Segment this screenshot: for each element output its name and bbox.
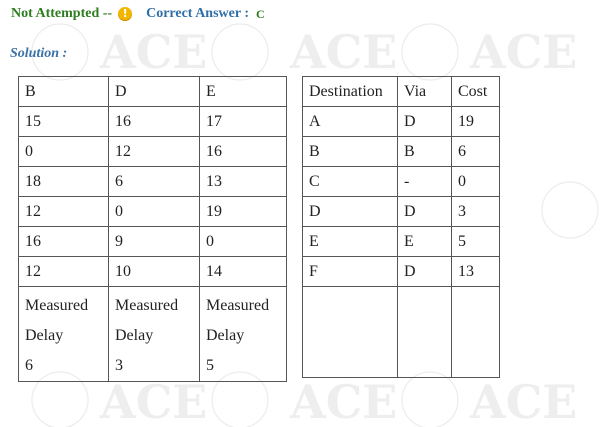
delay-table [18, 76, 287, 382]
table-row [19, 167, 287, 197]
table-cell: D [398, 107, 452, 137]
table-cell: 19 [452, 107, 500, 137]
table-cell: 16 [109, 107, 200, 137]
table-cell: F [303, 257, 398, 287]
table-cell: 0 [109, 197, 200, 227]
table-cell: 14 [200, 257, 287, 287]
table-cell: - [398, 167, 452, 197]
delay-label: Delay [115, 327, 154, 344]
measured-label: Measured [206, 297, 270, 314]
routing-table [302, 76, 500, 378]
solution-heading: Solution : [10, 46, 68, 61]
table-header-row [19, 77, 287, 107]
empty-cell [398, 287, 452, 378]
table-cell: 10 [109, 257, 200, 287]
svg-text:ACE: ACE [100, 375, 208, 427]
correct-answer-value: C [256, 6, 265, 21]
table-row [303, 107, 500, 137]
table-cell: 0 [19, 137, 109, 167]
empty-cell [303, 287, 398, 378]
measured-delay-value: 5 [206, 357, 214, 374]
table-cell: 0 [452, 167, 500, 197]
table-cell: 18 [19, 167, 109, 197]
correct-answer-label: Correct Answer : [146, 6, 249, 21]
table-cell: 12 [19, 197, 109, 227]
svg-text:ACE: ACE [100, 25, 208, 79]
measured-delay-value: 3 [115, 357, 123, 374]
delay-label: Delay [206, 327, 245, 344]
exclamation-icon: ! [118, 7, 132, 21]
table-cell: B [303, 137, 398, 167]
measured-label: Measured [25, 297, 89, 314]
answer-status-line [11, 6, 265, 22]
table-cell: C [303, 167, 398, 197]
svg-text:ACE: ACE [470, 25, 578, 79]
table-cell: D [398, 257, 452, 287]
table-header-cell: E [200, 77, 287, 107]
svg-text:ACE: ACE [290, 25, 398, 79]
table-cell: E [398, 227, 452, 257]
empty-cell [452, 287, 500, 378]
table-row [19, 257, 287, 287]
svg-text:ACE: ACE [470, 375, 578, 427]
table-cell: 15 [19, 107, 109, 137]
table-row [19, 137, 287, 167]
measured-delay-value: 6 [25, 357, 33, 374]
table-cell: A [303, 107, 398, 137]
table-row [303, 197, 500, 227]
table-cell: E [303, 227, 398, 257]
table-cell: 13 [200, 167, 287, 197]
table-cell: 6 [109, 167, 200, 197]
table-header-cell: Destination [303, 77, 398, 107]
table-row [303, 257, 500, 287]
table-cell: 3 [452, 197, 500, 227]
measured-delay-cell [19, 287, 109, 382]
table-row [19, 227, 287, 257]
table-header-cell: B [19, 77, 109, 107]
table-row [303, 227, 500, 257]
table-header-cell: D [109, 77, 200, 107]
table-cell: 12 [19, 257, 109, 287]
table-cell: 6 [452, 137, 500, 167]
table-cell: 16 [200, 137, 287, 167]
table-cell: 17 [200, 107, 287, 137]
measured-label: Measured [115, 297, 179, 314]
table-cell: 12 [109, 137, 200, 167]
attempt-status: Not Attempted -- [11, 6, 113, 21]
measured-delay-cell [200, 287, 287, 382]
measured-delay-cell [109, 287, 200, 382]
table-cell: 0 [200, 227, 287, 257]
svg-text:ACE: ACE [290, 375, 398, 427]
table-cell: 5 [452, 227, 500, 257]
table-header-row [303, 77, 500, 107]
table-cell: D [398, 197, 452, 227]
table-cell: 13 [452, 257, 500, 287]
table-row [303, 167, 500, 197]
table-cell: 19 [200, 197, 287, 227]
table-row [19, 197, 287, 227]
table-cell: 9 [109, 227, 200, 257]
table-header-cell: Via [398, 77, 452, 107]
table-cell: 16 [19, 227, 109, 257]
table-header-cell: Cost [452, 77, 500, 107]
table-row [19, 107, 287, 137]
empty-row [303, 287, 500, 378]
table-cell: B [398, 137, 452, 167]
delay-label: Delay [25, 327, 64, 344]
table-row [303, 137, 500, 167]
measured-delay-row [19, 287, 287, 382]
table-cell: D [303, 197, 398, 227]
